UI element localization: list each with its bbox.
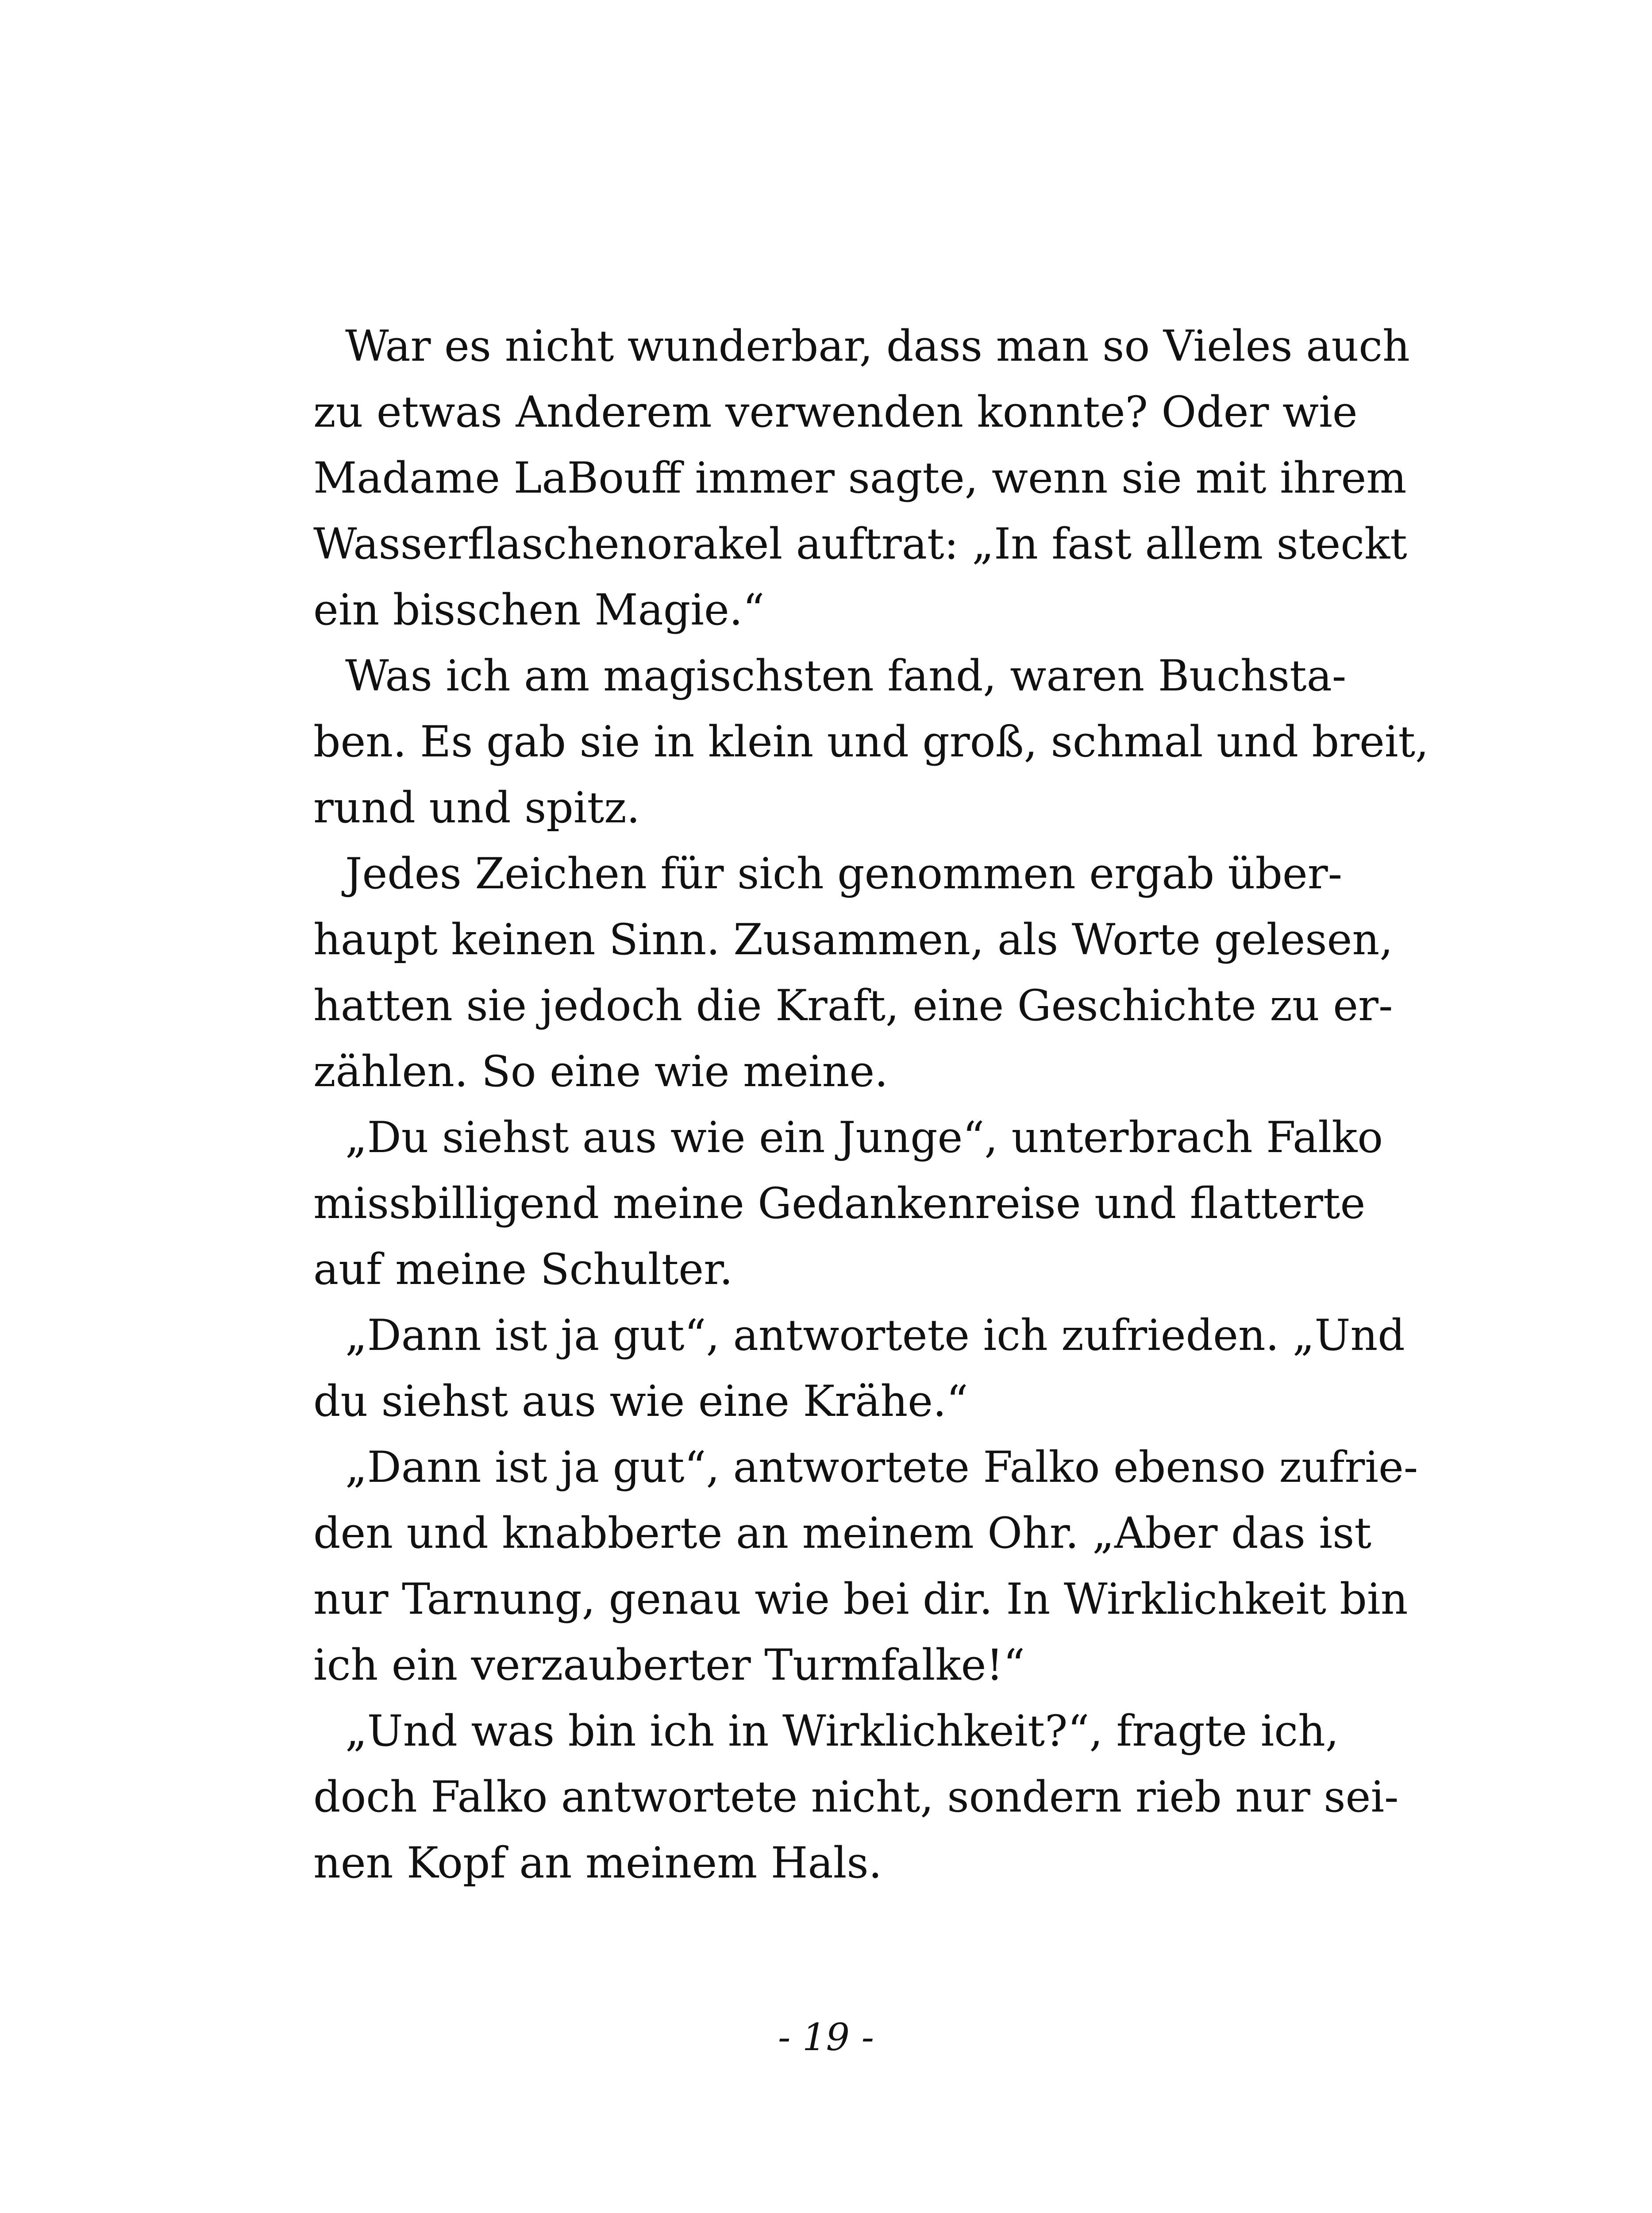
text-line: Wasserflaschenorakel auftrat: „In fast allem steckt xyxy=(313,519,1407,569)
text-line: zu etwas Anderem verwenden konnte? Oder wie xyxy=(313,387,1358,437)
text-line: auf meine Schulter. xyxy=(313,1245,733,1294)
text-line: Was ich am magischsten fand, waren Buchsta- xyxy=(345,651,1347,701)
text-line: nen Kopf an meinem Hals. xyxy=(313,1838,882,1888)
text-line: rund und spitz. xyxy=(313,783,640,833)
text-line: du siehst aus wie eine Krähe.“ xyxy=(313,1376,968,1426)
text-line: Jedes Zeichen für sich genommen ergab über- xyxy=(345,849,1343,898)
text-line: nur Tarnung, genau wie bei dir. In Wirklichkeit bin xyxy=(313,1574,1408,1624)
text-line: „Und was bin ich in Wirklichkeit?“, fragte ich, xyxy=(345,1706,1339,1756)
text-line: zählen. So eine wie meine. xyxy=(313,1047,888,1096)
text-line: ein bisschen Magie.“ xyxy=(313,585,765,635)
text-line: hatten sie jedoch die Kraft, eine Geschichte zu er- xyxy=(313,981,1393,1030)
text-line: „Du siehst aus wie ein Junge“, unterbrach Falko xyxy=(345,1113,1383,1162)
text-line: „Dann ist ja gut“, antwortete Falko ebenso zufrie- xyxy=(345,1442,1418,1492)
text-line: ben. Es gab sie in klein und groß, schmal und breit, xyxy=(313,717,1429,767)
text-line: ich ein verzauberter Turmfalke!“ xyxy=(313,1640,1025,1690)
text-line: „Dann ist ja gut“, antwortete ich zufrieden. „Und xyxy=(345,1311,1405,1360)
text-line: den und knabberte an meinem Ohr. „Aber das ist xyxy=(313,1508,1371,1558)
text-line: Madame LaBouff immer sagte, wenn sie mit ihrem xyxy=(313,453,1407,503)
body-text xyxy=(313,313,1429,1896)
text-line: War es nicht wunderbar, dass man so Vieles auch xyxy=(345,321,1410,371)
text-line: missbilligend meine Gedankenreise und flatterte xyxy=(313,1179,1366,1228)
page-number: - 19 - xyxy=(778,2016,874,2059)
text-line: haupt keinen Sinn. Zusammen, als Worte gelesen, xyxy=(313,915,1393,964)
text-line: doch Falko antwortete nicht, sondern rieb nur sei- xyxy=(313,1772,1399,1822)
